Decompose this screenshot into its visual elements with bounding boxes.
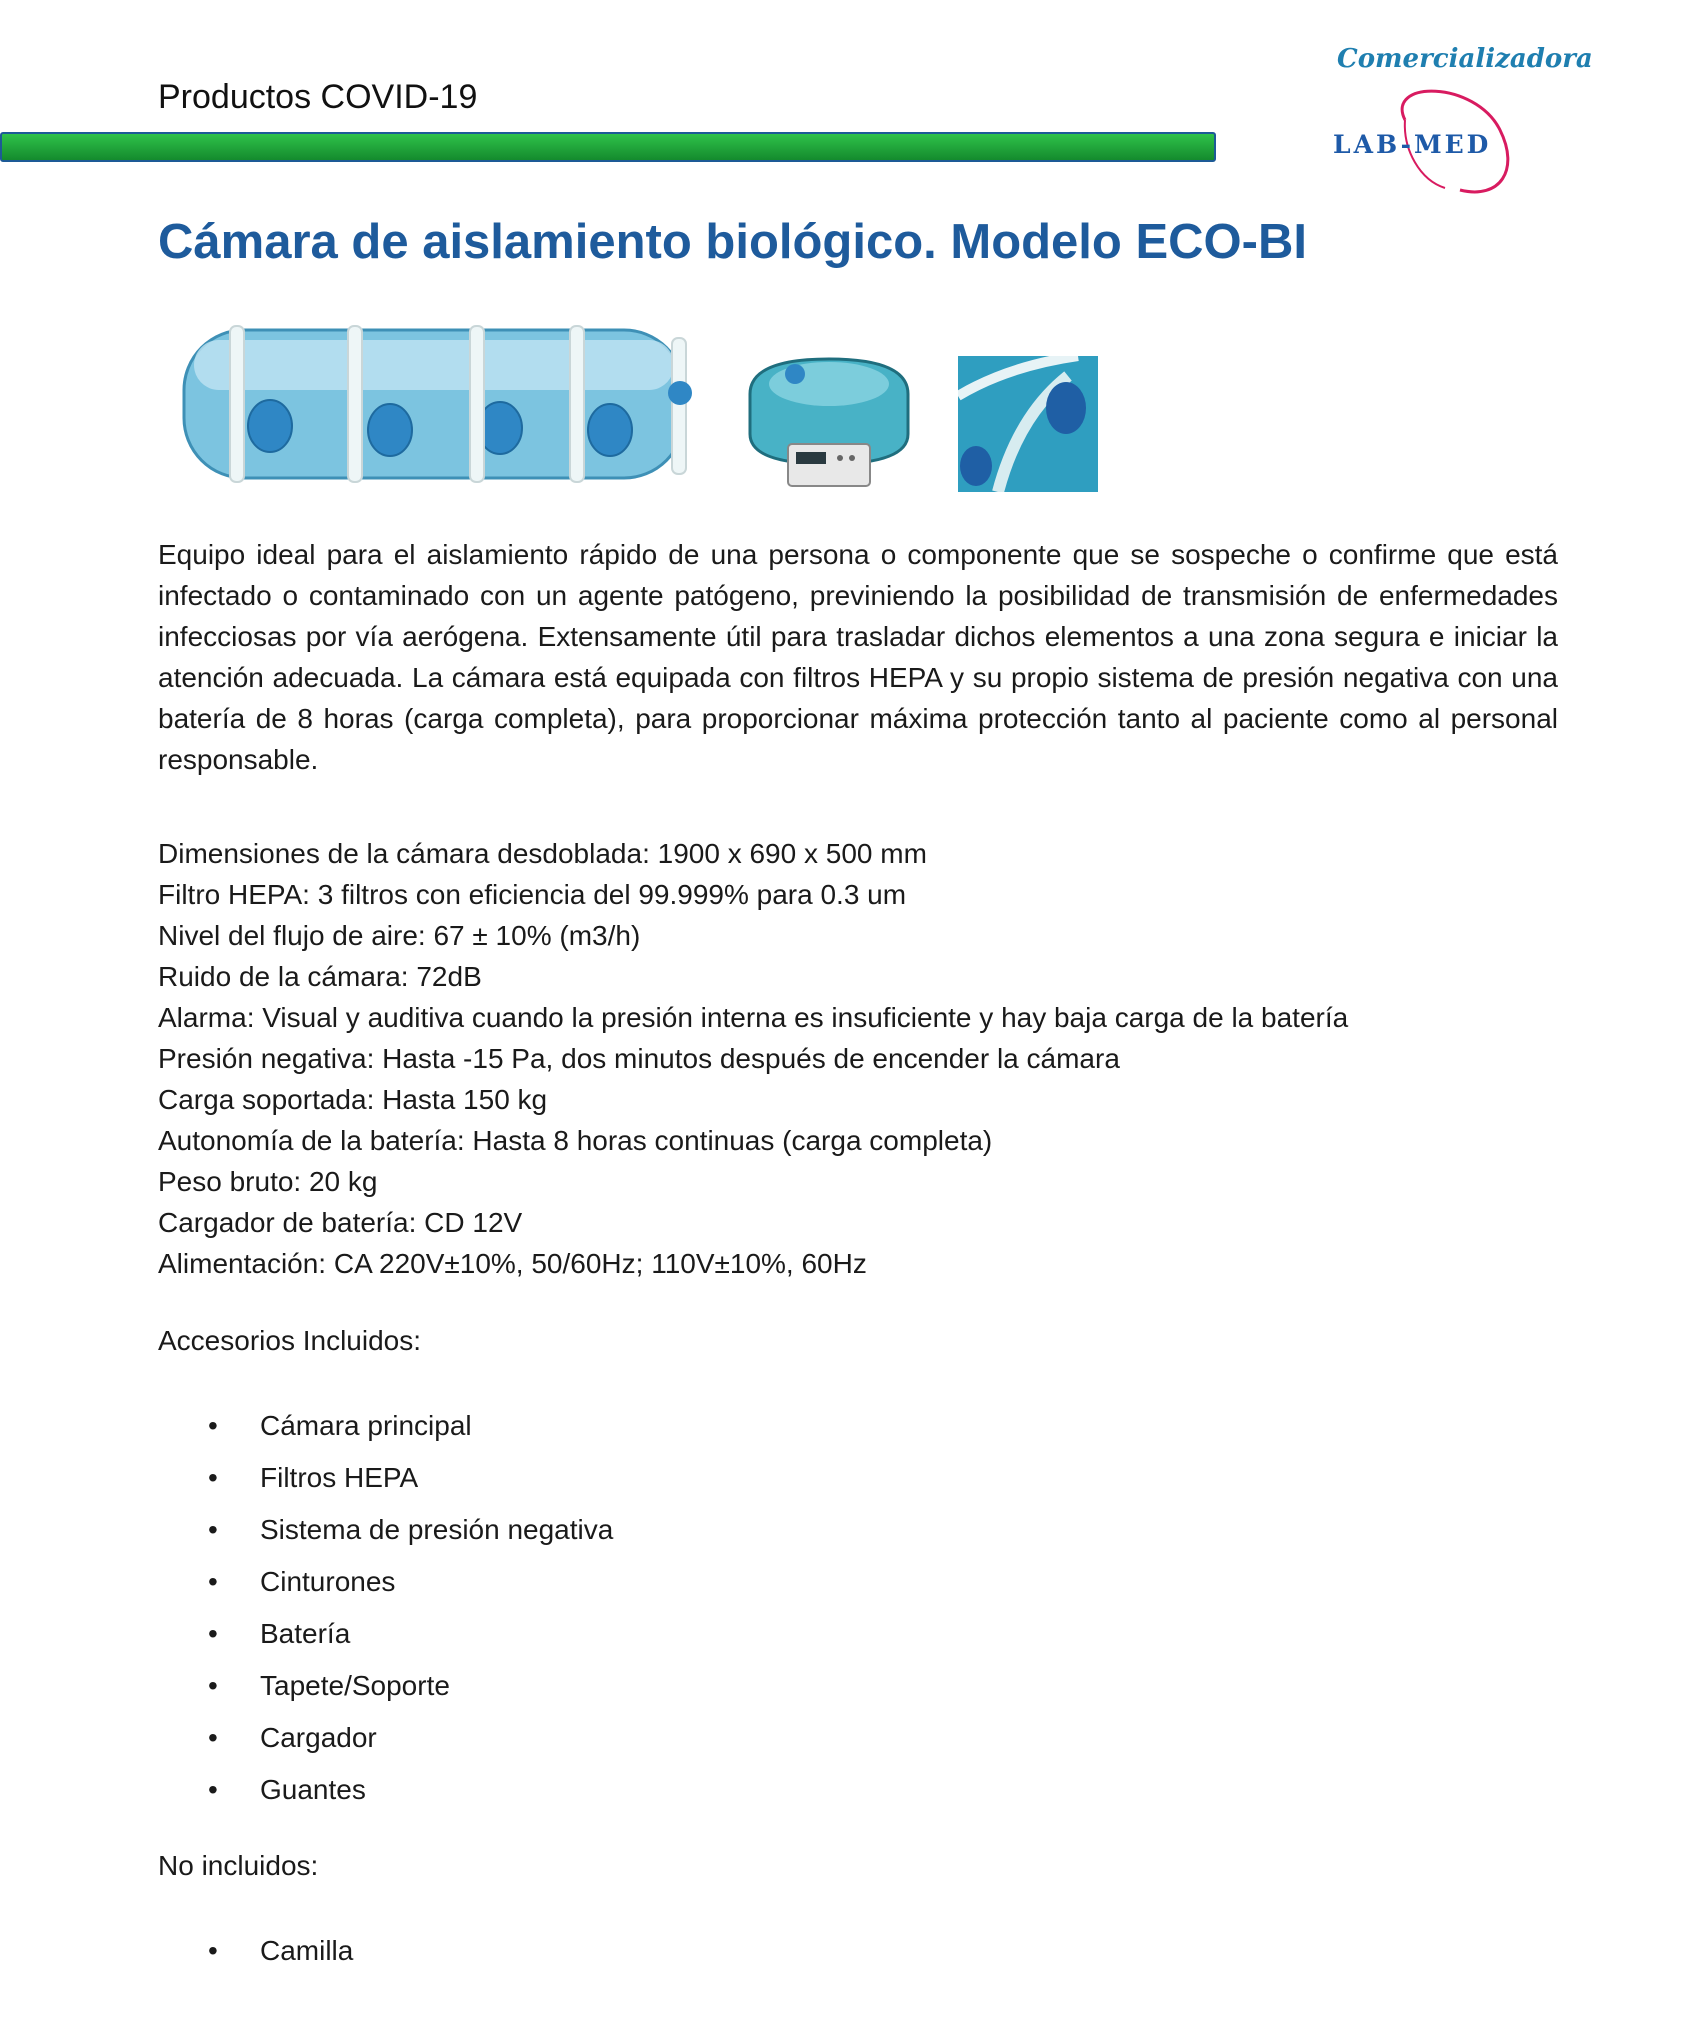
logo-brand-text: LAB-MED [1333,130,1492,159]
list-item [200,1400,613,1452]
list-item [200,1925,353,1977]
product-description: Equipo ideal para el aislamiento rápido de una persona o componente que se sospeche o confirme que está infectado o contaminado con un agente patógeno, previniendo la posibilidad de transmisión de enfermedades infecciosas por vía aerógena. Extensamente útil para trasladar dichos elementos a una zona segura e iniciar la atención adecuada. La cámara está equipada con filtros HEPA y su propio sistema de presión negativa con una batería de 8 horas (carga completa), para proporcionar máxima protección tanto al paciente como al personal responsable. [158,539,1558,775]
list-item [200,1556,613,1608]
list-item [200,1452,613,1504]
bullet-icon: • [208,1462,218,1493]
list-item-label: Cámara principal [260,1410,472,1441]
list-item-label: Cargador [260,1722,377,1753]
accessories-list [200,1400,613,1816]
not-included-list [200,1925,353,1977]
bullet-icon: • [208,1670,218,1701]
bullet-icon: • [208,1935,218,1966]
list-item [200,1660,613,1712]
bullet-icon: • [208,1410,218,1441]
not-included-heading: No incluidos: [158,1850,319,1881]
list-item-label: Tapete/Soporte [260,1670,450,1701]
spec-item: Presión negativa: Hasta -15 Pa, dos minutos después de encender la cámara [158,1043,1120,1074]
spec-item: Cargador de batería: CD 12V [158,1207,523,1238]
logo-script-text: Comercializadora [1337,44,1593,74]
spec-item: Filtro HEPA: 3 filtros con eficiencia del 99.999% para 0.3 um [158,879,907,910]
spec-item: Peso bruto: 20 kg [158,1166,378,1197]
list-item-label: Sistema de presión negativa [260,1514,614,1545]
bullet-icon: • [208,1774,218,1805]
list-item-label: Filtros HEPA [260,1462,419,1493]
list-item [200,1764,613,1816]
bullet-icon: • [208,1566,218,1597]
spec-item: Nivel del flujo de aire: 67 ± 10% (m3/h) [158,920,641,951]
product-photo-end-view [740,354,918,494]
spec-list [158,833,1348,1284]
company-logo [1325,40,1593,210]
spec-item: Ruido de la cámara: 72dB [158,961,482,992]
bullet-icon: • [208,1618,218,1649]
bullet-icon: • [208,1514,218,1545]
list-item [200,1712,613,1764]
header-title: Productos COVID-19 [158,78,478,116]
spec-item: Autonomía de la batería: Hasta 8 horas continuas (carga completa) [158,1125,993,1156]
accessories-heading: Accesorios Incluidos: [158,1325,422,1356]
list-item-label: Cinturones [260,1566,396,1597]
bullet-icon: • [208,1722,218,1753]
list-item-label: Batería [260,1618,351,1649]
product-photo-full-chamber [170,318,698,488]
spec-item: Alimentación: CA 220V±10%, 50/60Hz; 110V±10%, 60Hz [158,1248,867,1279]
list-item-label: Camilla [260,1935,354,1966]
header-divider-bar [0,132,1216,162]
list-item [200,1608,613,1660]
product-photo-closeup [958,356,1098,492]
document-title: Cámara de aislamiento biológico. Modelo ECO-BI [158,215,1307,269]
spec-item: Alarma: Visual y auditiva cuando la presión interna es insuficiente y hay baja carga de la batería [158,1002,1349,1033]
list-item-label: Guantes [260,1774,366,1805]
spec-item: Carga soportada: Hasta 150 kg [158,1084,548,1115]
list-item [200,1504,613,1556]
spec-item: Dimensiones de la cámara desdoblada: 1900 x 690 x 500 mm [158,838,927,869]
